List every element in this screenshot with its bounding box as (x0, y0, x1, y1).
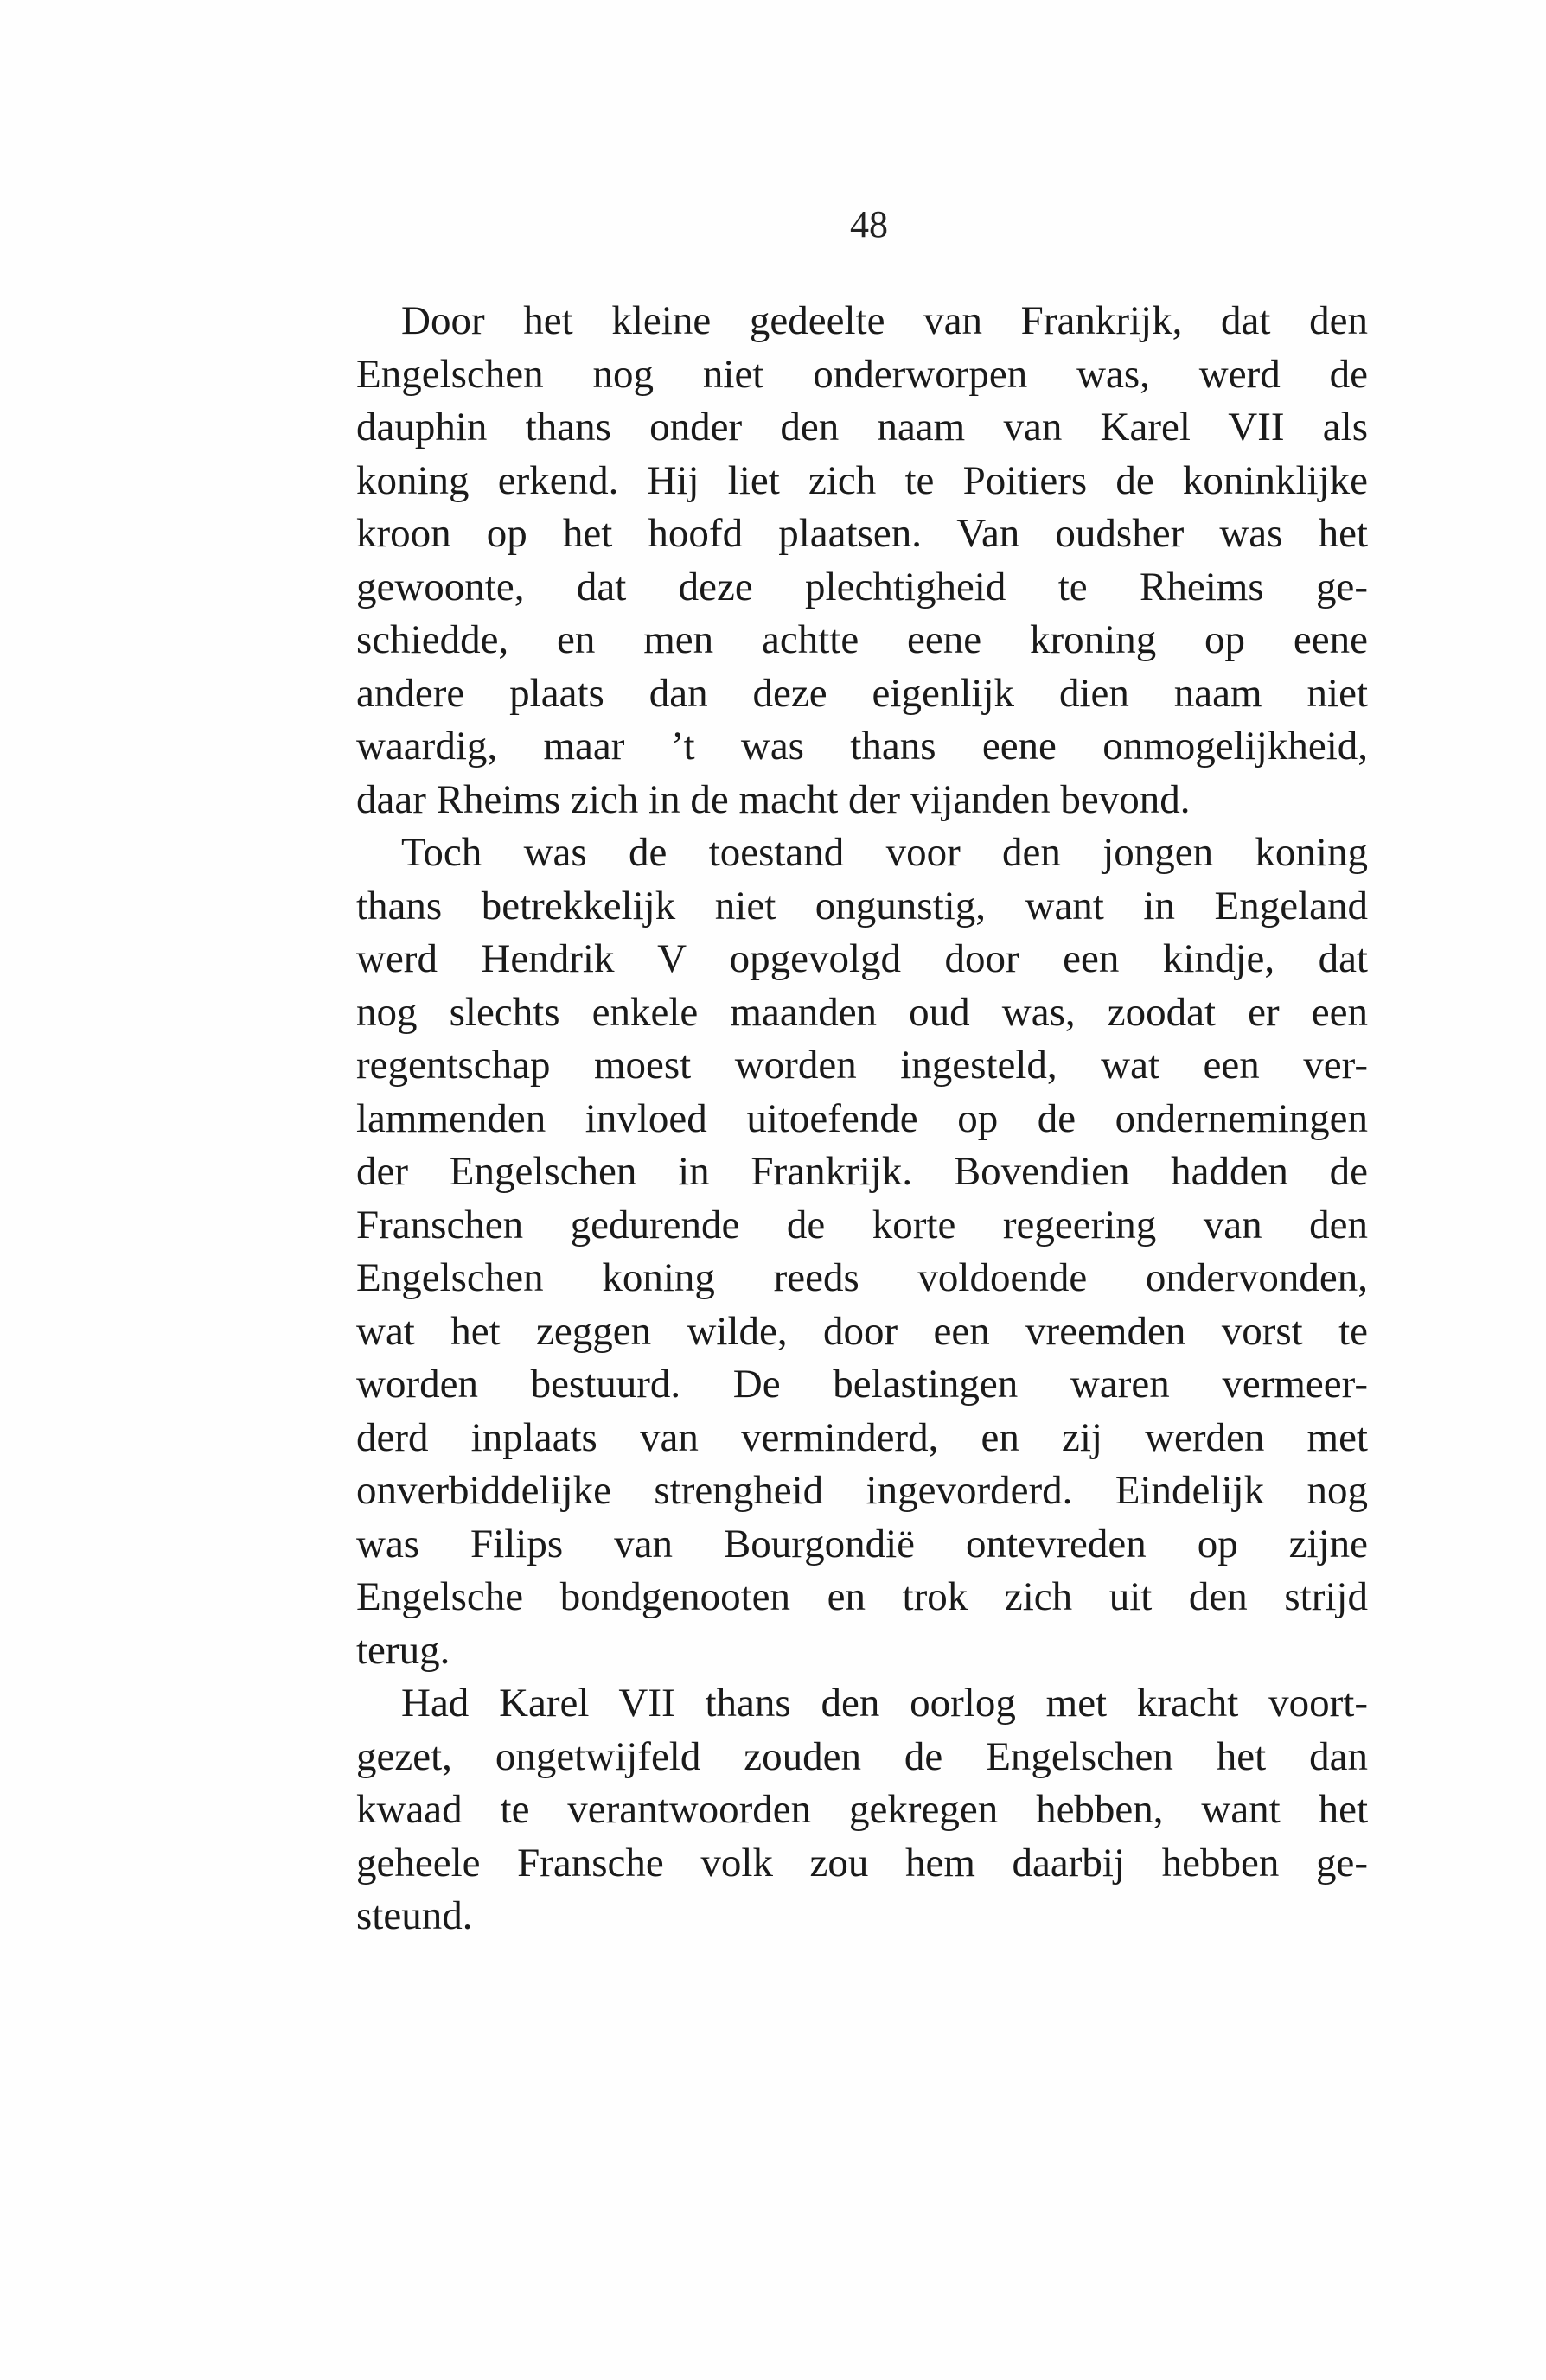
text-line: waardig, maar ’t was thans eene onmogelijkheid, (356, 724, 1368, 769)
text-line: geheele Fransche volk zou hem daarbij hebben ge- (356, 1840, 1368, 1885)
text-line: daar Rheims zich in de macht der vijanden bevond. (356, 776, 1191, 822)
text-line: Franschen gedurende de korte regeering van den (356, 1202, 1368, 1247)
page-number: 48 (850, 203, 888, 246)
text-line: onverbiddelijke strengheid ingevorderd. Eindelijk nog (356, 1468, 1368, 1513)
text-line: andere plaats dan deze eigenlijk dien naam niet (356, 670, 1368, 716)
text-line: Door het kleine gedeelte van Frankrijk, dat den (401, 298, 1368, 343)
text-line: gezet, ongetwijfeld zouden de Engelschen het dan (356, 1733, 1368, 1779)
body-text (356, 295, 1368, 1943)
text-line: derd inplaats van verminderd, en zij werden met (356, 1414, 1368, 1460)
text-line: terug. (356, 1627, 450, 1673)
text-line: steund. (356, 1893, 473, 1938)
text-line: Toch was de toestand voor den jongen koning (401, 830, 1368, 875)
text-line: koning erkend. Hij liet zich te Poitiers de koninklijke (356, 457, 1368, 503)
text-line: lammenden invloed uitoefende op de ondernemingen (356, 1095, 1368, 1141)
text-line: was Filips van Bourgondië ontevreden op zijne (356, 1521, 1368, 1566)
text-line: Engelschen nog niet onderworpen was, werd de (356, 351, 1368, 397)
text-line: worden bestuurd. De belastingen waren vermeer- (356, 1362, 1368, 1407)
text-line: regentschap moest worden ingesteld, wat een ver- (356, 1043, 1368, 1088)
text-line: Engelschen koning reeds voldoende ondervonden, (356, 1255, 1368, 1300)
text-line: thans betrekkelijk niet ongunstig, want in Engeland (356, 883, 1368, 928)
text-line: werd Hendrik V opgevolgd door een kindje, dat (356, 936, 1368, 981)
text-line: schiedde, en men achtte eene kroning op eene (356, 617, 1368, 662)
text-line: nog slechts enkele maanden oud was, zoodat er een (356, 989, 1368, 1035)
text-line: der Engelschen in Frankrijk. Bovendien hadden de (356, 1149, 1368, 1194)
text-line: gewoonte, dat deze plechtigheid te Rheims ge- (356, 564, 1368, 609)
text-line: kroon op het hoofd plaatsen. Van oudsher was het (356, 511, 1368, 556)
text-line: wat het zeggen wilde, door een vreemden vorst te (356, 1308, 1368, 1354)
text-line: kwaad te verantwoorden gekregen hebben, want het (356, 1787, 1368, 1832)
text-line: Had Karel VII thans den oorlog met kracht voort- (401, 1681, 1368, 1726)
text-line: Engelsche bondgenooten en trok zich uit den strijd (356, 1574, 1368, 1619)
text-line: dauphin thans onder den naam van Karel VII als (356, 405, 1368, 450)
